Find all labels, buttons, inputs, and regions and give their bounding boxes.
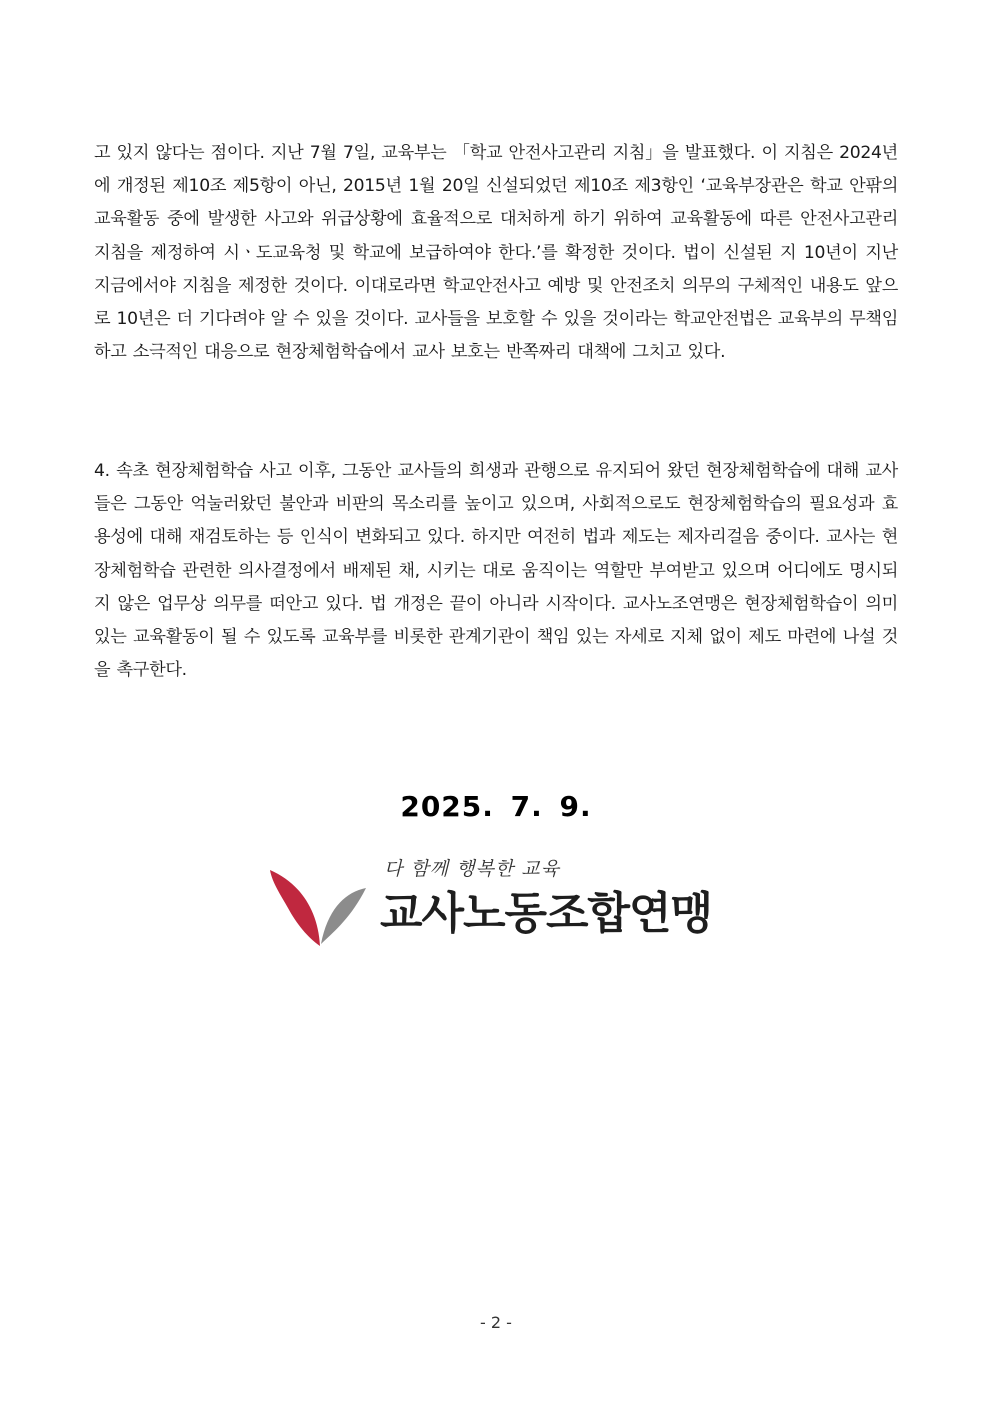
leaf-emblem-icon <box>268 868 372 948</box>
logo-slogan: 다 함께 행복한 교육 <box>384 858 560 880</box>
body-paragraph-2: 4. 속초 현장체험학습 사고 이후, 그동안 교사들의 희생과 관행으로 유지되어 왔던 현장체험학습에 대해 교사들은 그동안 억눌러왔던 불안과 비판의 목소리를 높이고 있으며, 사회적으로도 현장체험학습의 필요성과 효용성에 대해 재검토하는 등 인식이 변화되고 있다. 하지만 여전히 법과 제도는 제자리걸음 중이다. 교사는 현장체험학습 관련한 의사결정에서 배제된 채, 시키는 대로 움직이는 역할만 부여받고 있으며 어디에도 명시되지 않은 업무상 의무를 떠안고 있다. 법 개정은 끝이 아니라 시작이다. 교사노조연맹은 현장체험학습이 의미 있는 교육활동이 될 수 있도록 교육부를 비롯한 관계기관이 책임 있는 자세로 지체 없이 제도 마련에 나설 것을 촉구한다. <box>94 461 898 681</box>
red-leaf-shape <box>270 870 320 946</box>
logo-organization-name: 교사노동조합연맹 <box>380 888 713 939</box>
gray-leaf-shape <box>321 888 366 944</box>
body-paragraph-1: 고 있지 않다는 점이다. 지난 7월 7일, 교육부는 「학교 안전사고관리 지침」을 발표했다. 이 지침은 2024년에 개정된 제10조 제5항이 아닌, 2015년 1월 20일 신설되었던 제10조 제3항인 ‘교육부장관은 학교 안팎의 교육활동 중에 발생한 사고와 위급상황에 효율적으로 대처하게 하기 위하여 교육활동에 따른 안전사고관리 지침을 제정하여 시ㆍ도교육청 및 학교에 보급하여야 한다.’를 확정한 것이다. 법이 신설된 지 10년이 지난 지금에서야 지침을 제정한 것이다. 이대로라면 학교안전사고 예방 및 안전조치 의무의 구체적인 내용도 앞으로 10년은 더 기다려야 알 수 있을 것이다. 교사들을 보호할 수 있을 것이라는 학교안전법은 교육부의 무책임하고 소극적인 대응으로 현장체험학습에서 교사 보호는 반쪽짜리 대책에 그치고 있다. <box>94 143 898 363</box>
statement-date: 2025. 7. 9. <box>400 790 592 823</box>
page-number: - 2 - <box>480 1313 512 1332</box>
union-logo <box>268 858 738 948</box>
